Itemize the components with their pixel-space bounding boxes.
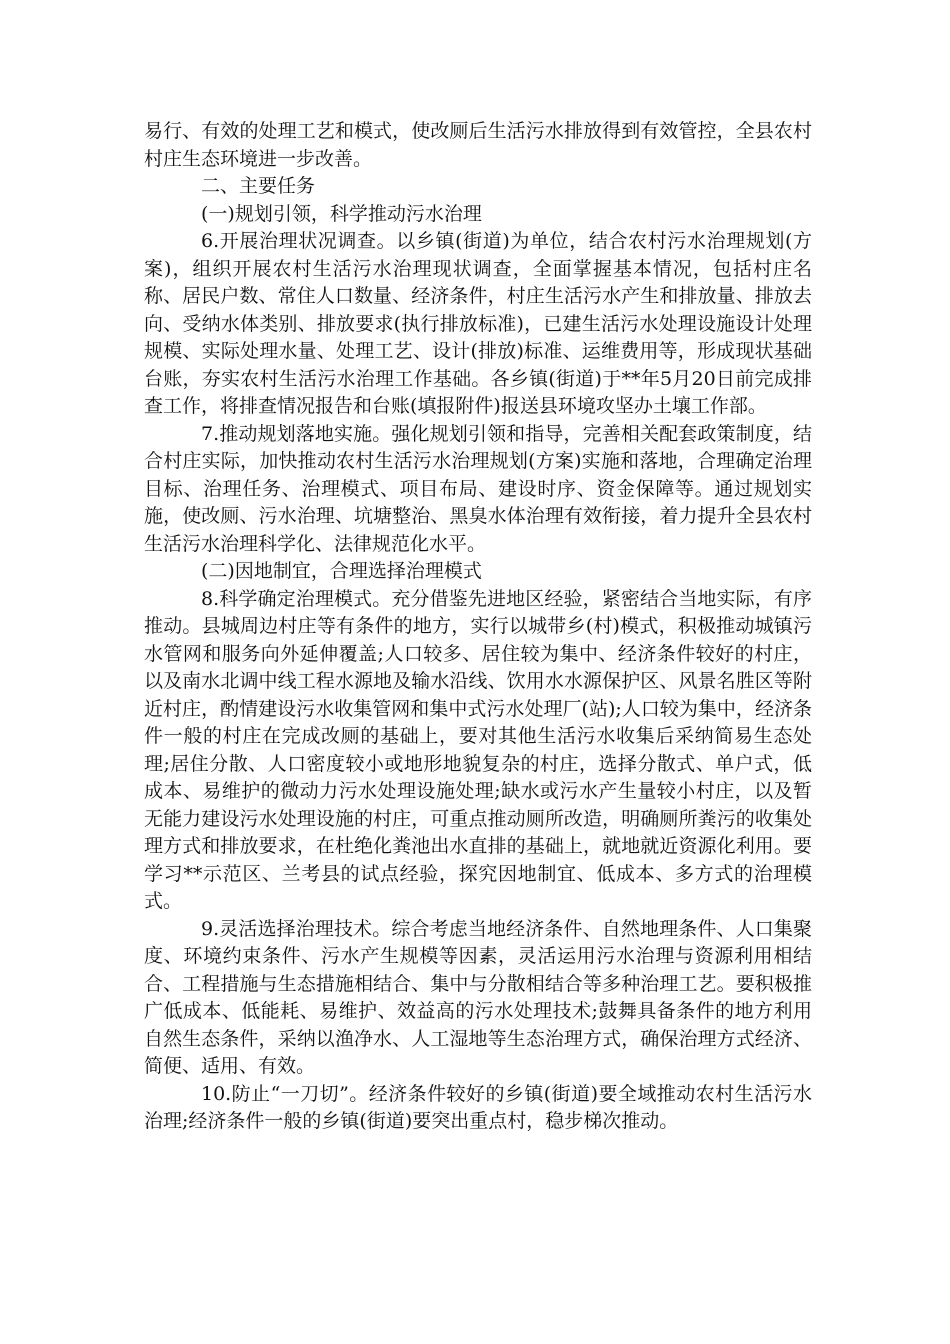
paragraph-item-10: 10.防止“一刀切”。经济条件较好的乡镇(街道)要全域推动农村生活污水治理;经济条件一般的乡镇(街道)要突出重点村，稳步梯次推动。 [144, 1082, 812, 1132]
paragraph-continuation: 易行、有效的处理工艺和模式，使改厕后生活污水排放得到有效管控，全县农村村庄生态环境进一步改善。 [144, 120, 812, 170]
paragraph-item-9: 9.灵活选择治理技术。综合考虑当地经济条件、自然地理条件、人口集聚度、环境约束条件、污水产生规模等因素，灵活运用污水治理与资源利用相结合、工程措施与生态措施相结合、集中与分散相结合等多种治理工艺。要积极推广低成本、低能耗、易维护、效益高的污水处理技术;鼓舞具备条件的地方利用自然生态条件，采纳以渔净水、人工湿地等生态治理方式，确保治理方式经济、简便、适用、有效。 [144, 917, 812, 1077]
paragraph-item-8: 8.科学确定治理模式。充分借鉴先进地区经验，紧密结合当地实际，有序推动。县城周边村庄等有条件的地方，实行以城带乡(村)模式，积极推动城镇污水管网和服务向外延伸覆盖;人口较多、居住较为集中、经济条件较好的村庄，以及南水北调中线工程水源地及输水沿线、饮用水水源保护区、风景名胜区等附近村庄，酌情建设污水收集管网和集中式污水处理厂(站);人口较为集中，经济条件一般的村庄在完成改厕的基础上，要对其他生活污水收集后采纳简易生态处理;居住分散、人口密度较小或地形地貌复杂的村庄，选择分散式、单户式，低成本、易维护的微动力污水处理设施处理;缺水或污水产生量较小村庄，以及暂无能力建设污水处理设施的村庄，可重点推动厕所改造，明确厕所粪污的收集处理方式和排放要求，在杜绝化粪池出水直排的基础上，就地就近资源化利用。要学习**示范区、兰考县的试点经验，探究因地制宜、低成本、多方式的治理模式。 [144, 587, 812, 912]
section-heading-main-tasks: 二、主要任务 [201, 175, 316, 197]
subsection-heading-local-conditions: (二)因地制宜，合理选择治理模式 [201, 560, 482, 582]
subsection-heading-planning: (一)规划引领，科学推动污水治理 [201, 202, 482, 225]
paragraph-item-7: 7.推动规划落地实施。强化规划引领和指导，完善相关配套政策制度，结合村庄实际，加快推动农村生活污水治理规划(方案)实施和落地，合理确定治理目标、治理任务、治理模式、项目布局、建设时序、资金保障等。通过规划实施，使改厕、污水治理、坑塘整治、黑臭水体治理有效衔接，着力提升全县农村生活污水治理科学化、法律规范化水平。 [144, 422, 812, 555]
document-body [144, 118, 812, 1136]
paragraph-item-6: 6.开展治理状况调查。以乡镇(街道)为单位，结合农村污水治理规划(方案)，组织开展农村生活污水治理现状调查，全面掌握基本情况，包括村庄名称、居民户数、常住人口数量、经济条件，村庄生活污水产生和排放量、排放去向、受纳水体类别、排放要求(执行排放标准)，已建生活污水处理设施设计处理规模、实际处理水量、处理工艺、设计(排放)标准、运维费用等，形成现状基础台账，夯实农村生活污水治理工作基础。各乡镇(街道)于**年5月20日前完成排查工作，将排查情况报告和台账(填报附件)报送县环境攻坚办土壤工作部。 [144, 230, 812, 417]
